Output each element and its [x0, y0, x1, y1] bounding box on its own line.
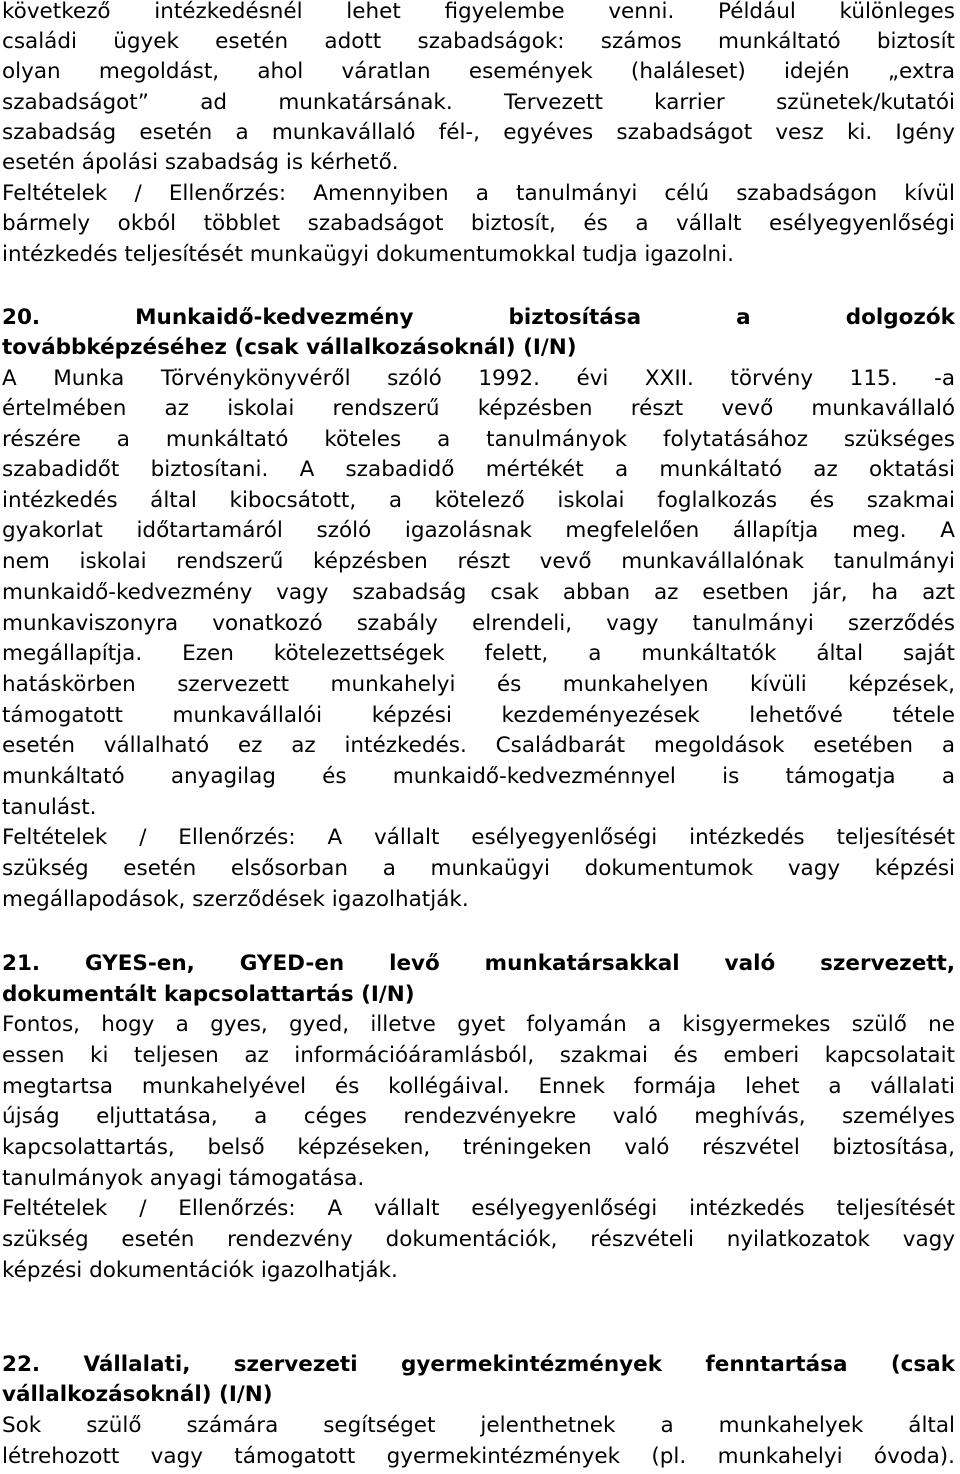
body-text-line: tanulmányok anyagi támogatása. — [2, 1166, 365, 1191]
body-text-line: szükség esetén elsősorban a munkaügyi dokumentumok vagy képzési — [2, 856, 955, 881]
body-text-line: Feltételek / Ellenőrzés: Amennyiben a tanulmányi célú szabadságon kívül — [2, 181, 955, 206]
body-text-line: Fontos, hogy a gyes, gyed, illetve gyet folyamán a kisgyermekes szülő ne — [2, 1012, 955, 1037]
body-text-line: bármely okból többlet szabadságot biztosít, és a vállalt esélyegyenlőségi — [2, 211, 955, 236]
section-heading-line: dokumentált kapcsolattartás (I/N) — [2, 982, 415, 1007]
body-text-line: kapcsolattartás, belső képzéseken, tréningeken való részvétel biztosítása, — [2, 1135, 955, 1160]
body-text-line: létrehozott vagy támogatott gyermekintézmények (pl. munkahelyi óvoda). — [2, 1444, 955, 1469]
section-heading-line: vállalkozásoknál) (I/N) — [2, 1382, 273, 1407]
body-text-line: szabadság esetén a munkavállaló fél-, egyéves szabadságot vesz ki. Igény — [2, 120, 955, 145]
section-heading-line: 22. Vállalati, szervezeti gyermekintézmények fenntartása (csak — [2, 1352, 955, 1377]
body-text-line: szükség esetén rendezvény dokumentációk, részvételi nyilatkozatok vagy — [2, 1227, 955, 1252]
section-heading-line: továbbképzéséhez (csak vállalkozásoknál) (I/N) — [2, 335, 577, 360]
body-text-line: családi ügyek esetén adott szabadságok: számos munkáltató biztosít — [2, 29, 955, 54]
body-text-line: Sok szülő számára segítséget jelenthetnek a munkahelyek által — [2, 1413, 955, 1438]
body-text-line: megállapítja. Ezen kötelezettségek felett, a munkáltatók által saját — [2, 641, 955, 666]
body-text-line: intézkedés által kibocsátott, a kötelező iskolai foglalkozás és szakmai — [2, 488, 955, 513]
body-text-line: nem iskolai rendszerű képzésben részt vevő munkavállalónak tanulmányi — [2, 549, 955, 574]
section-heading-line: 21. GYES-en, GYED-en levő munkatársakkal való szervezett, — [2, 951, 955, 976]
body-text-line: olyan megoldást, ahol váratlan események (haláleset) idején „extra — [2, 59, 955, 84]
body-text-line: esetén vállalható ez az intézkedés. Családbarát megoldások esetében a — [2, 733, 955, 758]
section-heading-line: 20. Munkaidő-kedvezmény biztosítása a dolgozók — [2, 305, 955, 330]
body-text-line: gyakorlat időtartamáról szóló igazolásnak megfelelően állapítja meg. A — [2, 518, 955, 543]
body-text-line: munkaviszonyra vonatkozó szabály elrendeli, vagy tanulmányi szerződés — [2, 611, 955, 636]
body-text-line: újság eljuttatása, a céges rendezvényekre való meghívás, személyes — [2, 1104, 955, 1129]
body-text-line: munkáltató anyagilag és munkaidő-kedvezménnyel is támogatja a — [2, 764, 955, 789]
body-text-line: részére a munkáltató köteles a tanulmányok folytatásához szükséges — [2, 427, 955, 452]
body-text-line: essen ki teljesen az információáramlásból, szakmai és emberi kapcsolatait — [2, 1043, 955, 1068]
body-text-line: hatáskörben szervezett munkahelyi és munkahelyen kívüli képzések, — [2, 672, 955, 697]
body-text-line: intézkedés teljesítését munkaügyi dokumentumokkal tudja igazolni. — [2, 242, 734, 267]
body-text-line: szabadságot” ad munkatársának. Tervezett karrier szünetek/kutatói — [2, 90, 955, 115]
body-text-line: tanulást. — [2, 795, 97, 820]
body-text-line: esetén ápolási szabadság is kérhető. — [2, 150, 399, 175]
body-text-line: A Munka Törvénykönyvéről szóló 1992. évi XXII. törvény 115. -a — [2, 366, 955, 391]
body-text-line: értelmében az iskolai rendszerű képzésben részt vevő munkavállaló — [2, 396, 955, 421]
body-text-line: Feltételek / Ellenőrzés: A vállalt esélyegyenlőségi intézkedés teljesítését — [2, 1196, 955, 1221]
body-text-line: megállapodások, szerződések igazolhatják. — [2, 887, 469, 912]
body-text-line: következő intézkedésnél lehet figyelembe venni. Például különleges — [2, 0, 955, 24]
body-text-line: munkaidő-kedvezmény vagy szabadság csak abban az esetben jár, ha azt — [2, 580, 955, 605]
body-text-line: megtartsa munkahelyével és kollégáival. Ennek formája lehet a vállalati — [2, 1074, 955, 1099]
body-text-line: támogatott munkavállalói képzési kezdeményezések lehetővé tétele — [2, 703, 955, 728]
body-text-line: szabadidőt biztosítani. A szabadidő mértékét a munkáltató az oktatási — [2, 457, 955, 482]
body-text-line: képzési dokumentációk igazolhatják. — [2, 1258, 398, 1283]
body-text-line: Feltételek / Ellenőrzés: A vállalt esélyegyenlőségi intézkedés teljesítését — [2, 825, 955, 850]
